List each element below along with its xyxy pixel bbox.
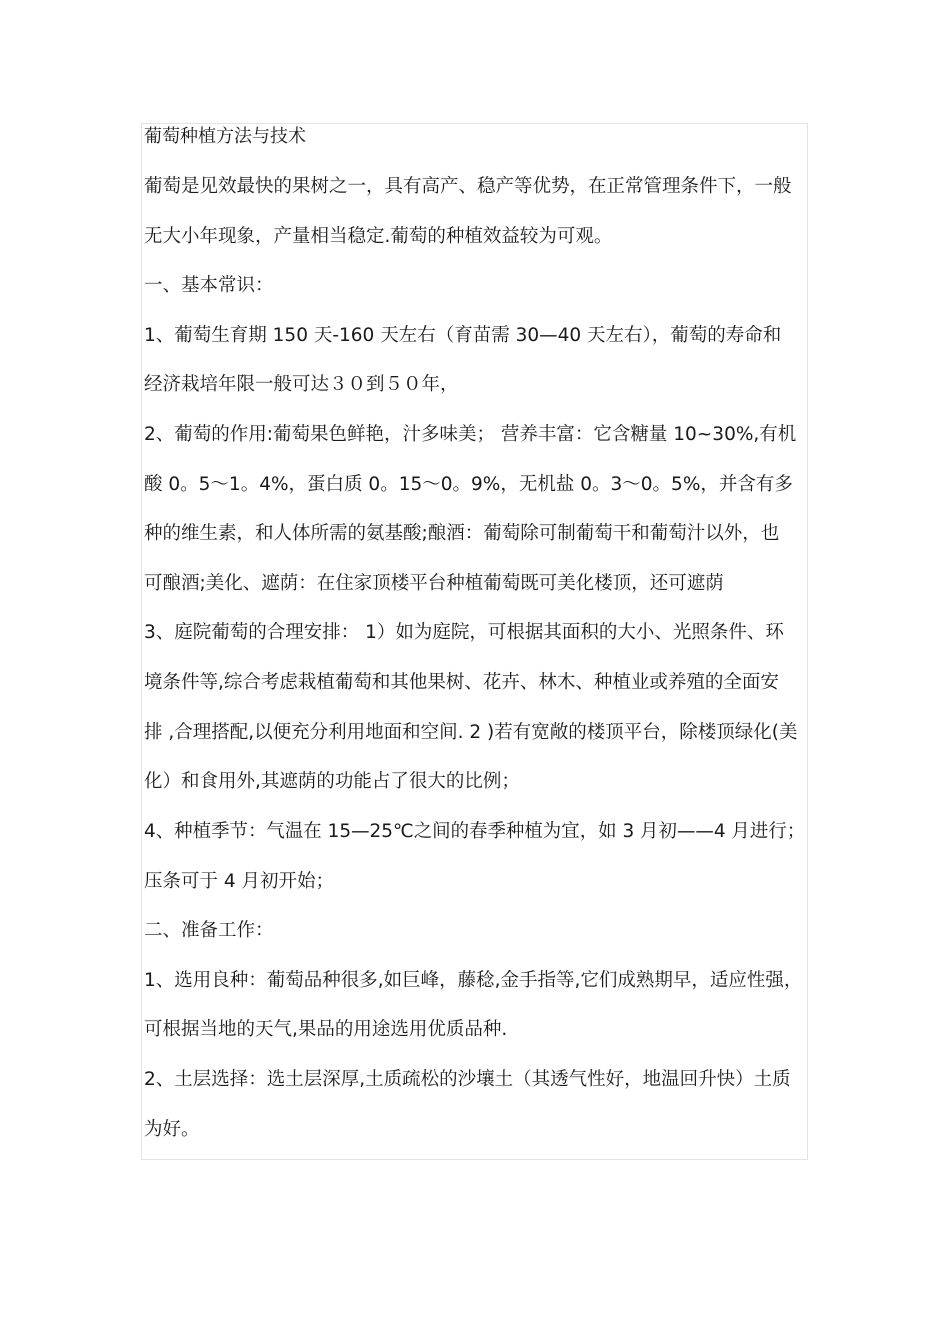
paragraph-line: 1、选用良种：葡萄品种很多,如巨峰，藤稔,金手指等,它们成熟期早，适应性强， bbox=[144, 970, 803, 991]
paragraph-line: 可酿酒;美化、遮荫：在住家顶楼平台种植葡萄既可美化楼顶，还可遮荫 bbox=[144, 573, 724, 594]
paragraph-line: 2、土层选择：选土层深厚,土质疏松的沙壤土（其透气性好，地温回升快）土质 bbox=[144, 1069, 791, 1090]
paragraph-line: 无大小年现象，产量相当稳定.葡萄的种植效益较为可观。 bbox=[144, 226, 613, 247]
paragraph-line: 为好。 bbox=[144, 1119, 200, 1140]
paragraph-line: 酸 0。5～1。4%，蛋白质 0。15～0。9%，无机盐 0。3～0。5%，并含有多 bbox=[144, 474, 793, 495]
document-content bbox=[141, 123, 808, 1160]
paragraph-line: 境条件等,综合考虑栽植葡萄和其他果树、花卉、林木、种植业或养殖的全面安 bbox=[144, 672, 779, 693]
paragraph-line: 经济栽培年限一般可达３０到５０年， bbox=[144, 374, 459, 395]
paragraph-line: 排 ,合理搭配,以便充分利用地面和空间. 2 )若有宽敞的楼顶平台，除楼顶绿化(美 bbox=[144, 722, 798, 743]
section-heading: 一、基本常识： bbox=[144, 275, 274, 296]
paragraph-line: 种的维生素，和人体所需的氨基酸;酿酒：葡萄除可制葡萄干和葡萄汁以外，也 bbox=[144, 523, 780, 544]
section-heading: 二、准备工作： bbox=[144, 920, 274, 941]
paragraph-line: 1、葡萄生育期 150 天-160 天左右（育苗需 30—40 天左右），葡萄的寿命和 bbox=[144, 325, 782, 346]
paragraph-line: 压条可于 4 月初开始； bbox=[144, 871, 335, 892]
document-title: 葡萄种植方法与技术 bbox=[144, 126, 306, 147]
paragraph-line: 化）和食用外,其遮荫的功能占了很大的比例； bbox=[144, 771, 520, 792]
paragraph-line: 2、葡萄的作用:葡萄果色鲜艳，汁多味美； 营养丰富：它含糖量 10~30%,有机 bbox=[144, 424, 797, 445]
paragraph-line: 3、庭院葡萄的合理安排： 1）如为庭院，可根据其面积的大小、光照条件、环 bbox=[144, 622, 784, 643]
paragraph-line: 4、种植季节：气温在 15—25℃之间的春季种植为宜，如 3 月初——4 月进行； bbox=[144, 821, 806, 842]
paragraph-line: 葡萄是见效最快的果树之一，具有高产、稳产等优势，在正常管理条件下，一般 bbox=[144, 176, 792, 197]
paragraph-line: 可根据当地的天气,果品的用途选用优质品种. bbox=[144, 1019, 508, 1040]
